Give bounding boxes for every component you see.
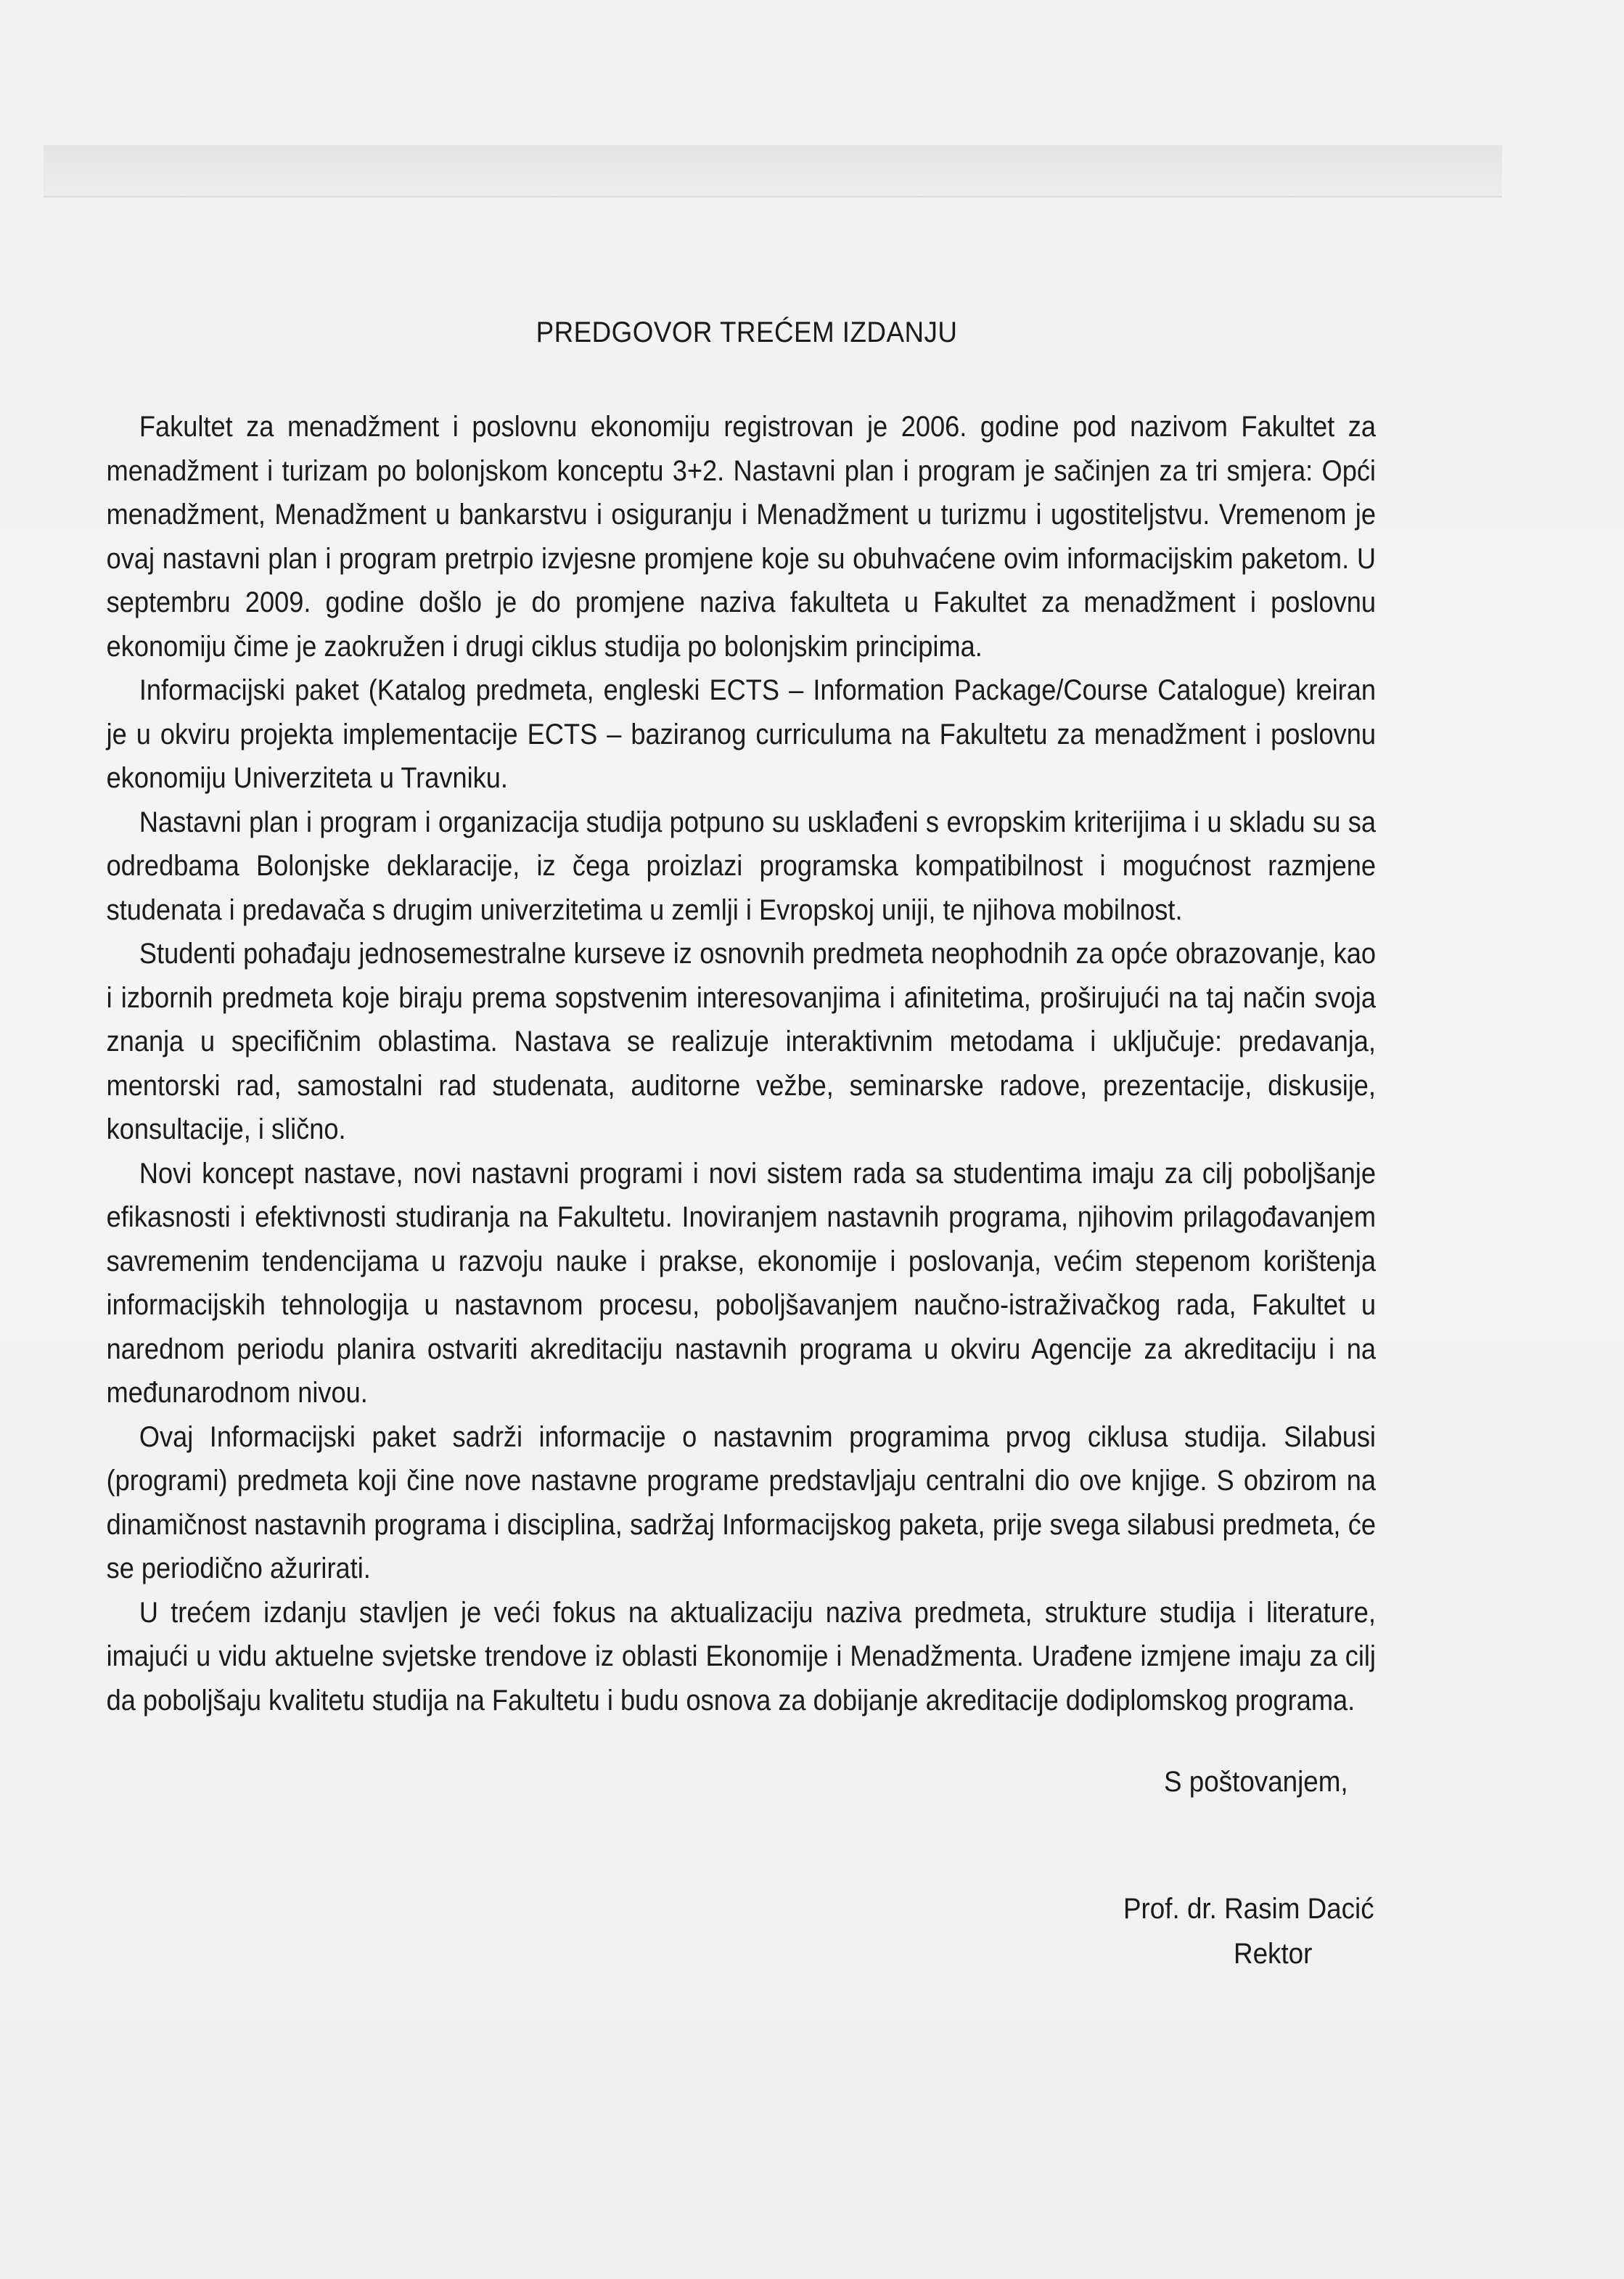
signer-role: Rektor (1234, 1938, 1313, 1970)
paragraph-7: U trećem izdanju stavljen je veći fokus na aktualizaciju naziva predmeta, strukture studija i literature, imajući u vidu aktuelne svjetske trendove iz oblasti Ekonomije i Menadžmenta. Urađene izmjene imaju za cilj da poboljšaju kvalitetu studija na Fakultetu i budu osnova za dobijanje akreditacije dodiplomskog programa. (106, 1596, 1376, 1717)
closing-greeting: S poštovanjem, (1164, 1766, 1348, 1798)
page-title: PREDGOVOR TREĆEM IZDANJU (536, 316, 958, 348)
preface-body (0, 405, 1493, 1722)
paragraph-6: Ovaj Informacijski paket sadrži informacije o nastavnim programima prvog ciklusa studija. Silabusi (programi) predmeta koji čine nove nastavne programe predstavljaju centralni dio ove knjige. S obzirom na dinamičnost nastavnih programa i disciplina, sadržaj Informacijskog paketa, prije svega silabusi predmeta, će se periodično ažurirati. (106, 1420, 1376, 1584)
paragraph-4: Studenti pohađaju jednosemestralne kurseve iz osnovnih predmeta neophodnih za opće obrazovanje, kao i izbornih predmeta koje biraju prema sopstvenim interesovanjima i afinitetima, proširujući na taj način svoja znanja u specifičnim oblastima. Nastava se realizuje interaktivnim metodama i uključuje: predavanja, mentorski rad, samostalni rad studenata, auditorne vežbe, seminarske radove, prezentacije, diskusije, konsultacije, i slično. (106, 938, 1376, 1145)
paragraph-2: Informacijski paket (Katalog predmeta, engleski ECTS – Information Package/Course Catalogue) kreiran je u okviru projekta implementacije ECTS – baziranog curriculuma na Fakultetu za menadžment i poslovnu ekonomiju Univerziteta u Travniku. (106, 674, 1376, 794)
signer-name: Prof. dr. Rasim Dacić (1123, 1893, 1374, 1925)
paragraph-3: Nastavni plan i program i organizacija studija potpuno su usklađeni s evropskim kriterijima i u skladu su sa odredbama Bolonjske deklaracije, iz čega proizlazi programska kompatibilnost i mogućnost razmjene studenata i predavača s drugim univerzitetima u zemlji i Evropskoj uniji, te njihova mobilnost. (106, 806, 1376, 926)
paragraph-5: Novi koncept nastave, novi nastavni programi i novi sistem rada sa studentima imaju za cilj poboljšanje efikasnosti i efektivnosti studiranja na Fakultetu. Inoviranjem nastavnih programa, njihovim prilagođavanjem savremenim tendencijama u razvoju nauke i prakse, ekonomije i poslovanja, većim stepenom korištenja informacijskih tehnologija u nastavnom procesu, poboljšavanjem naučno-istraživačkog rada, Fakultet u narednom periodu planira ostvariti akreditaciju nastavnih programa u okviru Agencije za akreditaciju i na međunarodnom nivou. (106, 1157, 1376, 1409)
paragraph-1: Fakultet za menadžment i poslovnu ekonomiju registrovan je 2006. godine pod nazivom Fakultet za menadžment i turizam po bolonjskom konceptu 3+2. Nastavni plan i program je sačinjen za tri smjera: Opći menadžment, Menadžment u bankarstvu i osiguranju i Menadžment u turizmu i ugostiteljstvu. Vremenom je ovaj nastavni plan i program pretrpio izvjesne promjene koje su obuhvaćene ovim informacijskim paketom. U septembru 2009. godine došlo je do promjene naziva fakulteta u Fakultet za menadžment i poslovnu ekonomiju čime je zaokružen i drugi ciklus studija po bolonjskim principima. (106, 411, 1376, 663)
